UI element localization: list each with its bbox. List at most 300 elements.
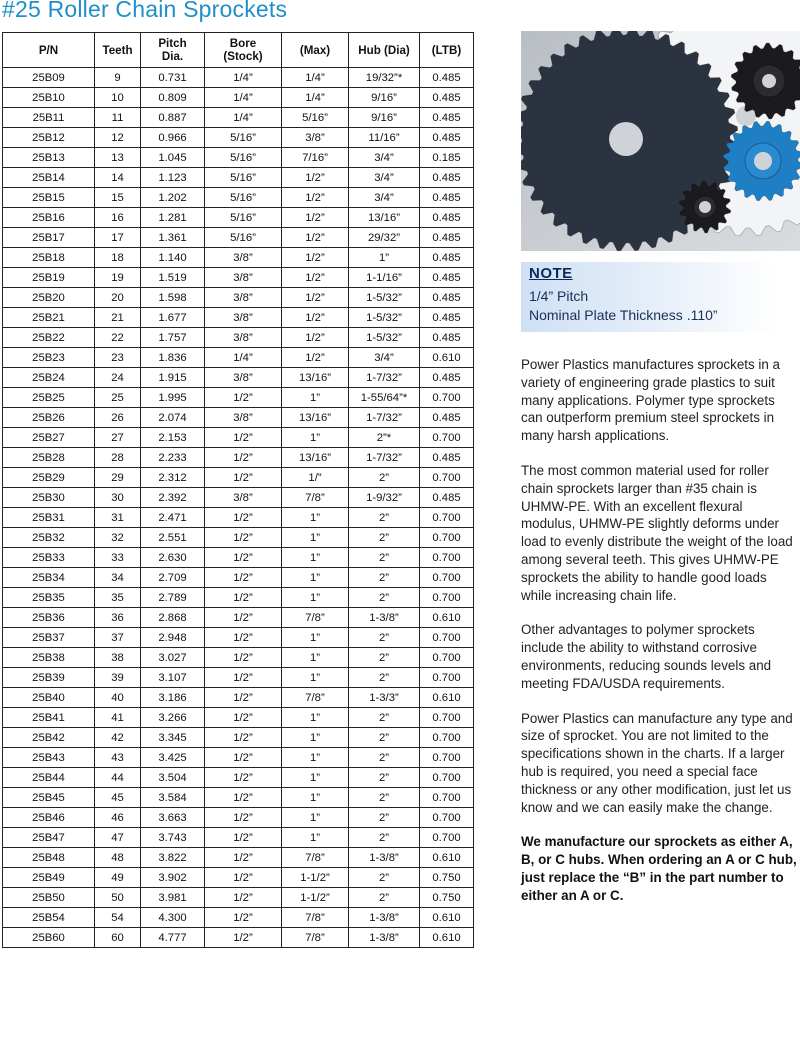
cell-hub-dia: 1-1/16” [349,268,420,288]
cell-pn: 25B22 [3,328,95,348]
cell-bore-max: 1” [282,388,349,408]
cell-pitch-dia: 1.677 [141,308,205,328]
cell-ltb: 0.700 [420,568,474,588]
cell-hub-dia: 3/4” [349,168,420,188]
cell-bore-max: 13/16” [282,408,349,428]
cell-pn: 25B36 [3,608,95,628]
cell-bore-stock: 1/4” [205,348,282,368]
cell-bore-max: 1” [282,728,349,748]
cell-pitch-dia: 3.902 [141,868,205,888]
cell-hub-dia: 9/16” [349,108,420,128]
cell-bore-max: 1” [282,528,349,548]
cell-ltb: 0.750 [420,868,474,888]
cell-hub-dia: 2” [349,508,420,528]
cell-pitch-dia: 3.743 [141,828,205,848]
table-row [3,728,474,748]
table-row [3,468,474,488]
note-pitch: 1/4” Pitch [529,288,589,304]
cell-bore-stock: 1/2” [205,808,282,828]
cell-bore-max: 1/4” [282,68,349,88]
table-row [3,688,474,708]
table-row [3,288,474,308]
cell-pn: 25B24 [3,368,95,388]
cell-bore-stock: 3/8” [205,328,282,348]
cell-ltb: 0.485 [420,228,474,248]
cell-hub-dia: 1-3/8” [349,848,420,868]
cell-hub-dia: 2” [349,728,420,748]
cell-teeth: 38 [95,648,141,668]
cell-hub-dia: 9/16” [349,88,420,108]
cell-teeth: 14 [95,168,141,188]
cell-pn: 25B32 [3,528,95,548]
cell-bore-stock: 3/8” [205,368,282,388]
cell-teeth: 19 [95,268,141,288]
table-row [3,508,474,528]
cell-hub-dia: 1” [349,248,420,268]
cell-bore-max: 7/8” [282,908,349,928]
cell-bore-max: 1” [282,788,349,808]
cell-pitch-dia: 1.519 [141,268,205,288]
table-row [3,788,474,808]
cell-pitch-dia: 3.107 [141,668,205,688]
cell-pitch-dia: 2.789 [141,588,205,608]
paragraph-hub-types: We manufacture our sprockets as either A, B, or C hubs. When ordering an A or C hub, just replace the “B” in the part number to either an A or C. [521,834,797,903]
cell-ltb: 0.610 [420,928,474,948]
cell-hub-dia: 2” [349,548,420,568]
table-row [3,428,474,448]
cell-pn: 25B30 [3,488,95,508]
cell-hub-dia: 1-7/32” [349,448,420,468]
cell-bore-max: 1/2” [282,228,349,248]
cell-teeth: 37 [95,628,141,648]
cell-pn: 25B42 [3,728,95,748]
cell-bore-max: 1/4” [282,88,349,108]
table-row [3,748,474,768]
cell-ltb: 0.610 [420,348,474,368]
cell-teeth: 23 [95,348,141,368]
cell-hub-dia: 2” [349,708,420,728]
cell-bore-max: 7/8” [282,688,349,708]
cell-pn: 25B39 [3,668,95,688]
table-row [3,188,474,208]
cell-ltb: 0.700 [420,428,474,448]
cell-hub-dia: 2” [349,588,420,608]
cell-ltb: 0.700 [420,728,474,748]
cell-pn: 25B14 [3,168,95,188]
cell-ltb: 0.485 [420,188,474,208]
cell-pitch-dia: 3.822 [141,848,205,868]
cell-hub-dia: 3/4” [349,188,420,208]
table-body [3,68,474,948]
cell-pitch-dia: 1.202 [141,188,205,208]
cell-bore-stock: 5/16” [205,208,282,228]
cell-pitch-dia: 2.948 [141,628,205,648]
cell-pitch-dia: 3.584 [141,788,205,808]
cell-bore-max: 13/16” [282,448,349,468]
column-header-bore-max: (Max) [282,33,349,68]
cell-pn: 25B09 [3,68,95,88]
cell-teeth: 43 [95,748,141,768]
cell-bore-stock: 1/4” [205,88,282,108]
cell-bore-stock: 5/16” [205,188,282,208]
page-title: #25 Roller Chain Sprockets [2,0,288,22]
cell-pn: 25B43 [3,748,95,768]
cell-pitch-dia: 2.153 [141,428,205,448]
cell-pitch-dia: 1.836 [141,348,205,368]
table-row [3,408,474,428]
cell-bore-max: 1” [282,648,349,668]
cell-bore-stock: 5/16” [205,148,282,168]
cell-ltb: 0.485 [420,168,474,188]
cell-bore-max: 1-1/2” [282,868,349,888]
note-title: NOTE [529,265,573,282]
cell-ltb: 0.485 [420,268,474,288]
cell-bore-stock: 1/2” [205,688,282,708]
column-header-hub-dia: Hub (Dia) [349,33,420,68]
cell-bore-max: 1” [282,508,349,528]
table-row [3,448,474,468]
cell-teeth: 36 [95,608,141,628]
cell-pitch-dia: 1.281 [141,208,205,228]
cell-bore-stock: 3/8” [205,488,282,508]
cell-bore-stock: 5/16” [205,168,282,188]
table-row [3,568,474,588]
cell-teeth: 35 [95,588,141,608]
cell-pn: 25B21 [3,308,95,328]
cell-pitch-dia: 3.663 [141,808,205,828]
cell-teeth: 15 [95,188,141,208]
cell-bore-stock: 1/2” [205,928,282,948]
cell-hub-dia: 1-9/32” [349,488,420,508]
cell-teeth: 46 [95,808,141,828]
cell-pn: 25B28 [3,448,95,468]
cell-teeth: 13 [95,148,141,168]
cell-ltb: 0.485 [420,108,474,128]
cell-pn: 25B29 [3,468,95,488]
cell-bore-max: 1/2” [282,328,349,348]
table-row [3,908,474,928]
cell-teeth: 60 [95,928,141,948]
sprocket-spec-table [2,32,474,948]
cell-bore-max: 3/8” [282,128,349,148]
cell-hub-dia: 2” [349,668,420,688]
cell-hub-dia: 1-7/32” [349,408,420,428]
cell-hub-dia: 2” [349,808,420,828]
cell-pn: 25B33 [3,548,95,568]
table-row [3,168,474,188]
column-header-teeth: Teeth [95,33,141,68]
cell-bore-stock: 5/16” [205,128,282,148]
cell-pn: 25B10 [3,88,95,108]
cell-pn: 25B60 [3,928,95,948]
cell-bore-stock: 1/2” [205,888,282,908]
table-row [3,848,474,868]
cell-bore-max: 1” [282,588,349,608]
cell-ltb: 0.485 [420,368,474,388]
cell-hub-dia: 2” [349,888,420,908]
cell-bore-stock: 1/2” [205,608,282,628]
cell-hub-dia: 2” [349,568,420,588]
cell-ltb: 0.485 [420,328,474,348]
cell-teeth: 28 [95,448,141,468]
cell-pitch-dia: 3.981 [141,888,205,908]
cell-bore-max: 1” [282,748,349,768]
table-row [3,588,474,608]
cell-ltb: 0.485 [420,88,474,108]
cell-bore-max: 1/2” [282,188,349,208]
table-row [3,88,474,108]
cell-bore-max: 1/” [282,468,349,488]
cell-pitch-dia: 2.312 [141,468,205,488]
cell-bore-stock: 1/4” [205,108,282,128]
cell-pitch-dia: 3.027 [141,648,205,668]
cell-pn: 25B17 [3,228,95,248]
cell-ltb: 0.485 [420,308,474,328]
paragraph-uhmw: The most common material used for roller chain sprockets larger than #35 chain is UHMW-PE. With an excellent flexural modulus, UHMW-PE slightly deforms under load to evenly distribute the weight of the load among several teeth. This gives UHMW-PE sprockets the ability to handle good loads while increasing chain life. [521,462,793,603]
cell-pitch-dia: 1.045 [141,148,205,168]
cell-bore-stock: 1/2” [205,448,282,468]
cell-teeth: 44 [95,768,141,788]
cell-teeth: 40 [95,688,141,708]
table-row [3,228,474,248]
cell-pitch-dia: 2.709 [141,568,205,588]
cell-pitch-dia: 2.392 [141,488,205,508]
cell-pitch-dia: 2.074 [141,408,205,428]
cell-pn: 25B40 [3,688,95,708]
cell-teeth: 12 [95,128,141,148]
cell-teeth: 11 [95,108,141,128]
cell-bore-max: 1” [282,808,349,828]
table-row [3,308,474,328]
cell-bore-stock: 1/2” [205,908,282,928]
cell-teeth: 30 [95,488,141,508]
cell-teeth: 39 [95,668,141,688]
cell-teeth: 34 [95,568,141,588]
cell-hub-dia: 13/16” [349,208,420,228]
cell-bore-stock: 1/2” [205,568,282,588]
cell-pitch-dia: 0.809 [141,88,205,108]
cell-pn: 25B27 [3,428,95,448]
cell-teeth: 32 [95,528,141,548]
cell-bore-max: 1/2” [282,248,349,268]
table-row [3,548,474,568]
cell-pn: 25B35 [3,588,95,608]
cell-bore-max: 1/2” [282,288,349,308]
table-row [3,628,474,648]
cell-bore-stock: 1/2” [205,648,282,668]
cell-teeth: 31 [95,508,141,528]
cell-teeth: 25 [95,388,141,408]
cell-pitch-dia: 1.123 [141,168,205,188]
cell-teeth: 27 [95,428,141,448]
cell-hub-dia: 2” [349,468,420,488]
cell-bore-stock: 1/2” [205,848,282,868]
table-row [3,768,474,788]
cell-bore-stock: 1/2” [205,788,282,808]
cell-pn: 25B41 [3,708,95,728]
cell-hub-dia: 29/32” [349,228,420,248]
cell-ltb: 0.700 [420,748,474,768]
table-row [3,808,474,828]
cell-pn: 25B20 [3,288,95,308]
cell-hub-dia: 1-3/8” [349,908,420,928]
cell-hub-dia: 1-3/8” [349,928,420,948]
cell-pn: 25B12 [3,128,95,148]
cell-bore-stock: 3/8” [205,268,282,288]
cell-pn: 25B49 [3,868,95,888]
cell-pitch-dia: 3.186 [141,688,205,708]
cell-teeth: 29 [95,468,141,488]
table-row [3,128,474,148]
cell-pitch-dia: 0.966 [141,128,205,148]
cell-teeth: 33 [95,548,141,568]
table-row [3,348,474,368]
cell-ltb: 0.485 [420,448,474,468]
cell-hub-dia: 2” [349,768,420,788]
table-row [3,328,474,348]
cell-ltb: 0.485 [420,248,474,268]
cell-pn: 25B26 [3,408,95,428]
cell-pitch-dia: 3.266 [141,708,205,728]
cell-bore-max: 1” [282,628,349,648]
cell-pn: 25B47 [3,828,95,848]
table-row [3,268,474,288]
cell-ltb: 0.700 [420,808,474,828]
cell-pitch-dia: 1.995 [141,388,205,408]
blue-sprocket [723,121,800,201]
cell-pn: 25B18 [3,248,95,268]
cell-pitch-dia: 3.504 [141,768,205,788]
table-row [3,488,474,508]
cell-bore-stock: 1/2” [205,868,282,888]
cell-pitch-dia: 1.140 [141,248,205,268]
cell-ltb: 0.700 [420,768,474,788]
cell-hub-dia: 3/4” [349,348,420,368]
cell-bore-max: 5/16” [282,108,349,128]
cell-ltb: 0.700 [420,648,474,668]
cell-pn: 25B13 [3,148,95,168]
cell-bore-stock: 1/2” [205,588,282,608]
cell-pn: 25B31 [3,508,95,528]
cell-ltb: 0.610 [420,608,474,628]
cell-bore-max: 1/2” [282,168,349,188]
cell-teeth: 21 [95,308,141,328]
cell-ltb: 0.700 [420,628,474,648]
cell-ltb: 0.185 [420,148,474,168]
cell-pitch-dia: 3.425 [141,748,205,768]
cell-pitch-dia: 1.361 [141,228,205,248]
cell-pitch-dia: 4.777 [141,928,205,948]
cell-ltb: 0.610 [420,688,474,708]
cell-bore-max: 1/2” [282,348,349,368]
cell-bore-max: 1/2” [282,208,349,228]
cell-teeth: 47 [95,828,141,848]
cell-bore-max: 1” [282,668,349,688]
table-header-row [3,33,474,68]
cell-teeth: 20 [95,288,141,308]
cell-bore-stock: 1/2” [205,748,282,768]
description-text [521,356,800,922]
cell-ltb: 0.700 [420,668,474,688]
cell-pn: 25B37 [3,628,95,648]
cell-pn: 25B11 [3,108,95,128]
cell-ltb: 0.700 [420,388,474,408]
cell-pitch-dia: 0.887 [141,108,205,128]
table-row [3,668,474,688]
cell-hub-dia: 1-7/32” [349,368,420,388]
cell-bore-stock: 3/8” [205,248,282,268]
column-header-bore-stock: Bore (Stock) [205,33,282,68]
cell-teeth: 42 [95,728,141,748]
cell-bore-max: 7/8” [282,488,349,508]
cell-bore-max: 1” [282,428,349,448]
table-row [3,148,474,168]
cell-pitch-dia: 1.757 [141,328,205,348]
cell-pitch-dia: 2.233 [141,448,205,468]
cell-teeth: 18 [95,248,141,268]
table-row [3,108,474,128]
cell-ltb: 0.610 [420,908,474,928]
cell-teeth: 16 [95,208,141,228]
table-row [3,608,474,628]
cell-bore-max: 7/16” [282,148,349,168]
cell-bore-stock: 1/4” [205,68,282,88]
cell-teeth: 10 [95,88,141,108]
cell-pitch-dia: 2.471 [141,508,205,528]
cell-pitch-dia: 1.598 [141,288,205,308]
cell-teeth: 54 [95,908,141,928]
cell-ltb: 0.700 [420,508,474,528]
cell-teeth: 48 [95,848,141,868]
cell-bore-stock: 1/2” [205,768,282,788]
cell-hub-dia: 1-5/32” [349,308,420,328]
cell-bore-max: 1-1/2” [282,888,349,908]
cell-bore-stock: 1/2” [205,628,282,648]
cell-hub-dia: 3/4” [349,148,420,168]
cell-teeth: 9 [95,68,141,88]
cell-hub-dia: 11/16” [349,128,420,148]
cell-bore-max: 1” [282,708,349,728]
cell-pitch-dia: 3.345 [141,728,205,748]
cell-hub-dia: 1-55/64”* [349,388,420,408]
cell-hub-dia: 1-5/32” [349,328,420,348]
cell-hub-dia: 2” [349,828,420,848]
cell-ltb: 0.700 [420,548,474,568]
cell-teeth: 17 [95,228,141,248]
table-row [3,928,474,948]
cell-bore-stock: 3/8” [205,408,282,428]
cell-ltb: 0.485 [420,288,474,308]
table-row [3,208,474,228]
table-row [3,888,474,908]
cell-pitch-dia: 0.731 [141,68,205,88]
cell-bore-stock: 1/2” [205,668,282,688]
cell-teeth: 41 [95,708,141,728]
cell-pn: 25B19 [3,268,95,288]
table-row [3,368,474,388]
cell-hub-dia: 2” [349,648,420,668]
paragraph-advantages: Other advantages to polymer sprockets include the ability to withstand corrosive environments, reducing sounds levels and meeting FDA/USDA requirements. [521,622,772,691]
cell-hub-dia: 1-3/3” [349,688,420,708]
cell-pitch-dia: 2.551 [141,528,205,548]
cell-hub-dia: 1-5/32” [349,288,420,308]
cell-hub-dia: 2” [349,788,420,808]
cell-pn: 25B54 [3,908,95,928]
cell-hub-dia: 2” [349,528,420,548]
cell-hub-dia: 2” [349,628,420,648]
cell-bore-max: 1” [282,768,349,788]
paragraph-custom: Power Plastics can manufacture any type and size of sprocket. You are not limited to the specifications shown in the charts. If a larger hub is required, you need a special face thickness or any other modification, just let us know and we can easily make the change. [521,710,793,815]
